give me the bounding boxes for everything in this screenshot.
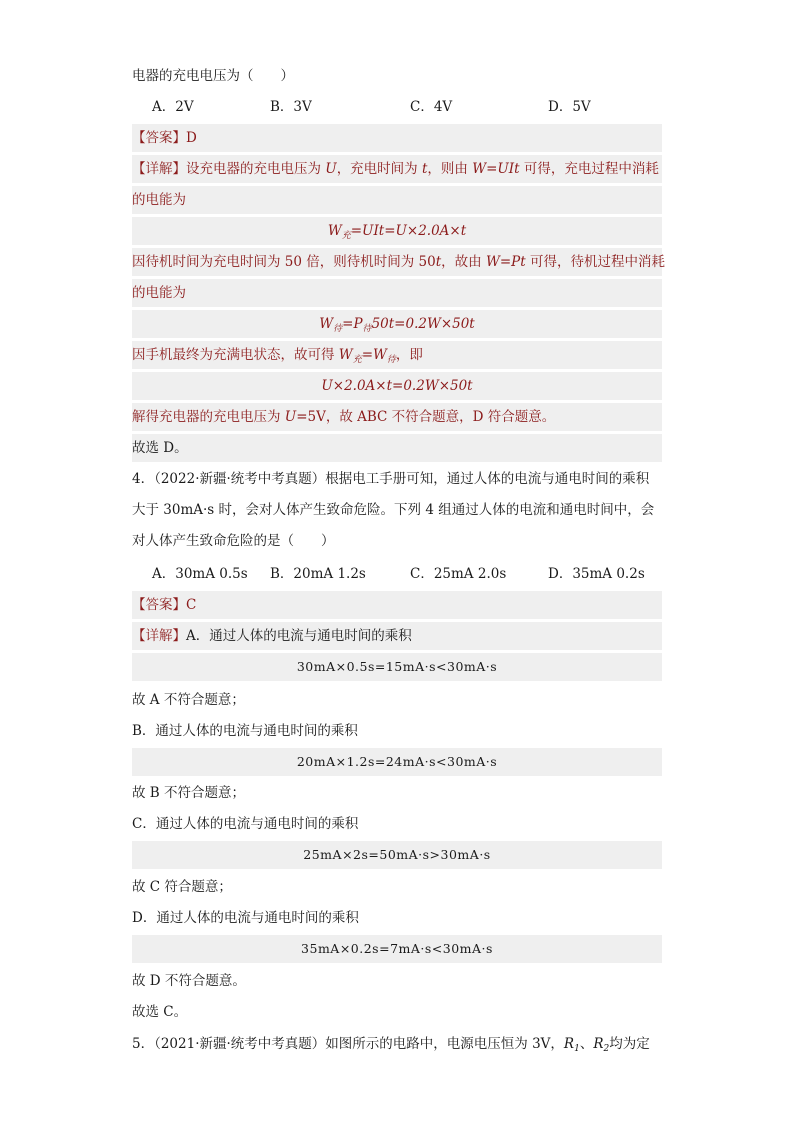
sub: 2 xyxy=(603,1044,610,1054)
q5-stem xyxy=(132,1030,662,1058)
var-r1: R xyxy=(563,1036,575,1052)
var-t: t xyxy=(435,254,442,270)
q4-equation-a xyxy=(132,653,662,681)
q3-option-b: B．3V xyxy=(270,99,312,115)
q3-detail-line-2: 的电能为 xyxy=(132,186,662,214)
var-w: =W xyxy=(361,347,387,363)
q4-equation-c xyxy=(132,841,662,869)
q4-option-a: A．30mA 0.5s xyxy=(152,566,248,582)
text: ，故由 xyxy=(441,254,486,270)
eq: 25mA×2s=50mA·s>30mA·s xyxy=(303,847,491,862)
eq-p: =P xyxy=(342,316,363,332)
q4-option-c: C．25mA 2.0s xyxy=(410,566,507,582)
q3-choose: 故选 D。 xyxy=(132,434,662,462)
text: 因手机最终为充满电状态，故可得 xyxy=(132,347,339,363)
q4-detail-d: D．通过人体的电流与通电时间的乘积 xyxy=(132,910,359,926)
q4-conclusion-a: 故 A 不符合题意； xyxy=(132,692,245,708)
eq: 30mA×0.5s=15mA·s<30mA·s xyxy=(296,659,498,674)
formula: W=Pt xyxy=(485,254,526,270)
eq-rest: =UIt=U×2.0A×t xyxy=(350,223,467,239)
q4-detail-b: B．通过人体的电流与通电时间的乘积 xyxy=(132,723,358,739)
q3-option-d: D．5V xyxy=(548,99,591,115)
text: 设充电器的充电电压为 xyxy=(186,161,326,177)
text: 可得，充电过程中消耗 xyxy=(519,161,659,177)
q4-conclusion-c: 故 C 符合题意； xyxy=(132,879,232,895)
q4-option-b: B．20mA 1.2s xyxy=(270,566,366,582)
text: 因待机时间为充电时间为 50 倍，则待机时间为 50 xyxy=(132,254,436,270)
q4-conclusion-b: 故 B 不符合题意； xyxy=(132,785,246,801)
q4-stem-2: 大于 30mA·s 时，会对人体产生致命危险。下列 4 组通过人体的电流和通电时间中，会 xyxy=(132,502,655,518)
var-t: t xyxy=(421,161,428,177)
text: 解得充电器的充电电压为 xyxy=(132,409,285,425)
q3-option-c: C．4V xyxy=(410,99,453,115)
sub: 充 xyxy=(352,355,362,365)
text: ，即 xyxy=(395,347,423,363)
eq: 35mA×0.2s=7mA·s<30mA·s xyxy=(301,941,493,956)
eq: U×2.0A×t=0.2W×50t xyxy=(321,378,473,394)
text: 可得，待机过程中消耗 xyxy=(525,254,665,270)
q3-detail-line-3 xyxy=(132,248,665,276)
eq-sub: 待 xyxy=(333,324,343,334)
var-r2: R xyxy=(593,1036,604,1052)
q4-stem-3: 对人体产生致命危险的是（ ） xyxy=(132,533,335,549)
text: A．通过人体的电流与通电时间的乘积 xyxy=(186,628,412,644)
q3-detail-line-4: 的电能为 xyxy=(132,279,662,307)
eq-sub: 待 xyxy=(362,324,372,334)
detail-label: 【详解】 xyxy=(132,628,186,644)
q3-detail-line-5 xyxy=(132,341,662,369)
eq-rest: 50t=0.2W×50t xyxy=(371,316,475,332)
q3-equation-3 xyxy=(132,372,662,400)
q4-equation-d xyxy=(132,935,662,963)
formula: W=UIt xyxy=(472,161,520,177)
var-u: U xyxy=(284,409,297,425)
var-u: U xyxy=(325,161,337,177)
q4-detail-a xyxy=(132,622,662,650)
q3-detail-line-1 xyxy=(132,155,662,183)
q3-answer: 【答案】D xyxy=(132,124,662,152)
sub: 1 xyxy=(574,1044,580,1054)
text: ，则由 xyxy=(427,161,473,177)
q3-option-a: A．2V xyxy=(152,99,194,115)
eq: 20mA×1.2s=24mA·s<30mA·s xyxy=(296,754,498,769)
q3-equation-1 xyxy=(132,217,662,245)
q3-detail-line-6 xyxy=(132,403,662,431)
q4-detail-c: C．通过人体的电流与通电时间的乘积 xyxy=(132,816,359,832)
var-w: W xyxy=(338,347,353,363)
q3-options xyxy=(132,93,662,121)
q4-conclusion-d: 故 D 不符合题意。 xyxy=(132,973,246,989)
text: 均为定 xyxy=(609,1036,650,1052)
q3-equation-2 xyxy=(132,310,662,338)
text: =5V，故 ABC 不符合题意，D 符合题意。 xyxy=(296,409,556,425)
q4-stem-1: 4．（2022·新疆·统考中考真题）根据电工手册可知，通过人体的电流与通电时间的乘积 xyxy=(132,471,650,487)
q3-stem-tail: 电器的充电电压为（ ） xyxy=(132,68,294,84)
q4-choose: 故选 C。 xyxy=(132,1004,188,1020)
eq-sub: 充 xyxy=(341,231,351,241)
detail-label: 【详解】 xyxy=(132,161,186,177)
eq-w: W xyxy=(319,316,334,332)
q4-equation-b xyxy=(132,748,662,776)
eq-w: W xyxy=(327,223,342,239)
sub: 待 xyxy=(386,355,396,365)
text: 、 xyxy=(579,1036,594,1052)
q4-option-d: D．35mA 0.2s xyxy=(548,566,645,582)
text: 5．（2021·新疆·统考中考真题）如图所示的电路中，电源电压恒为 3V， xyxy=(132,1036,564,1052)
q4-answer: 【答案】C xyxy=(132,591,662,619)
text: ，充电时间为 xyxy=(336,161,422,177)
q4-options xyxy=(132,560,662,588)
